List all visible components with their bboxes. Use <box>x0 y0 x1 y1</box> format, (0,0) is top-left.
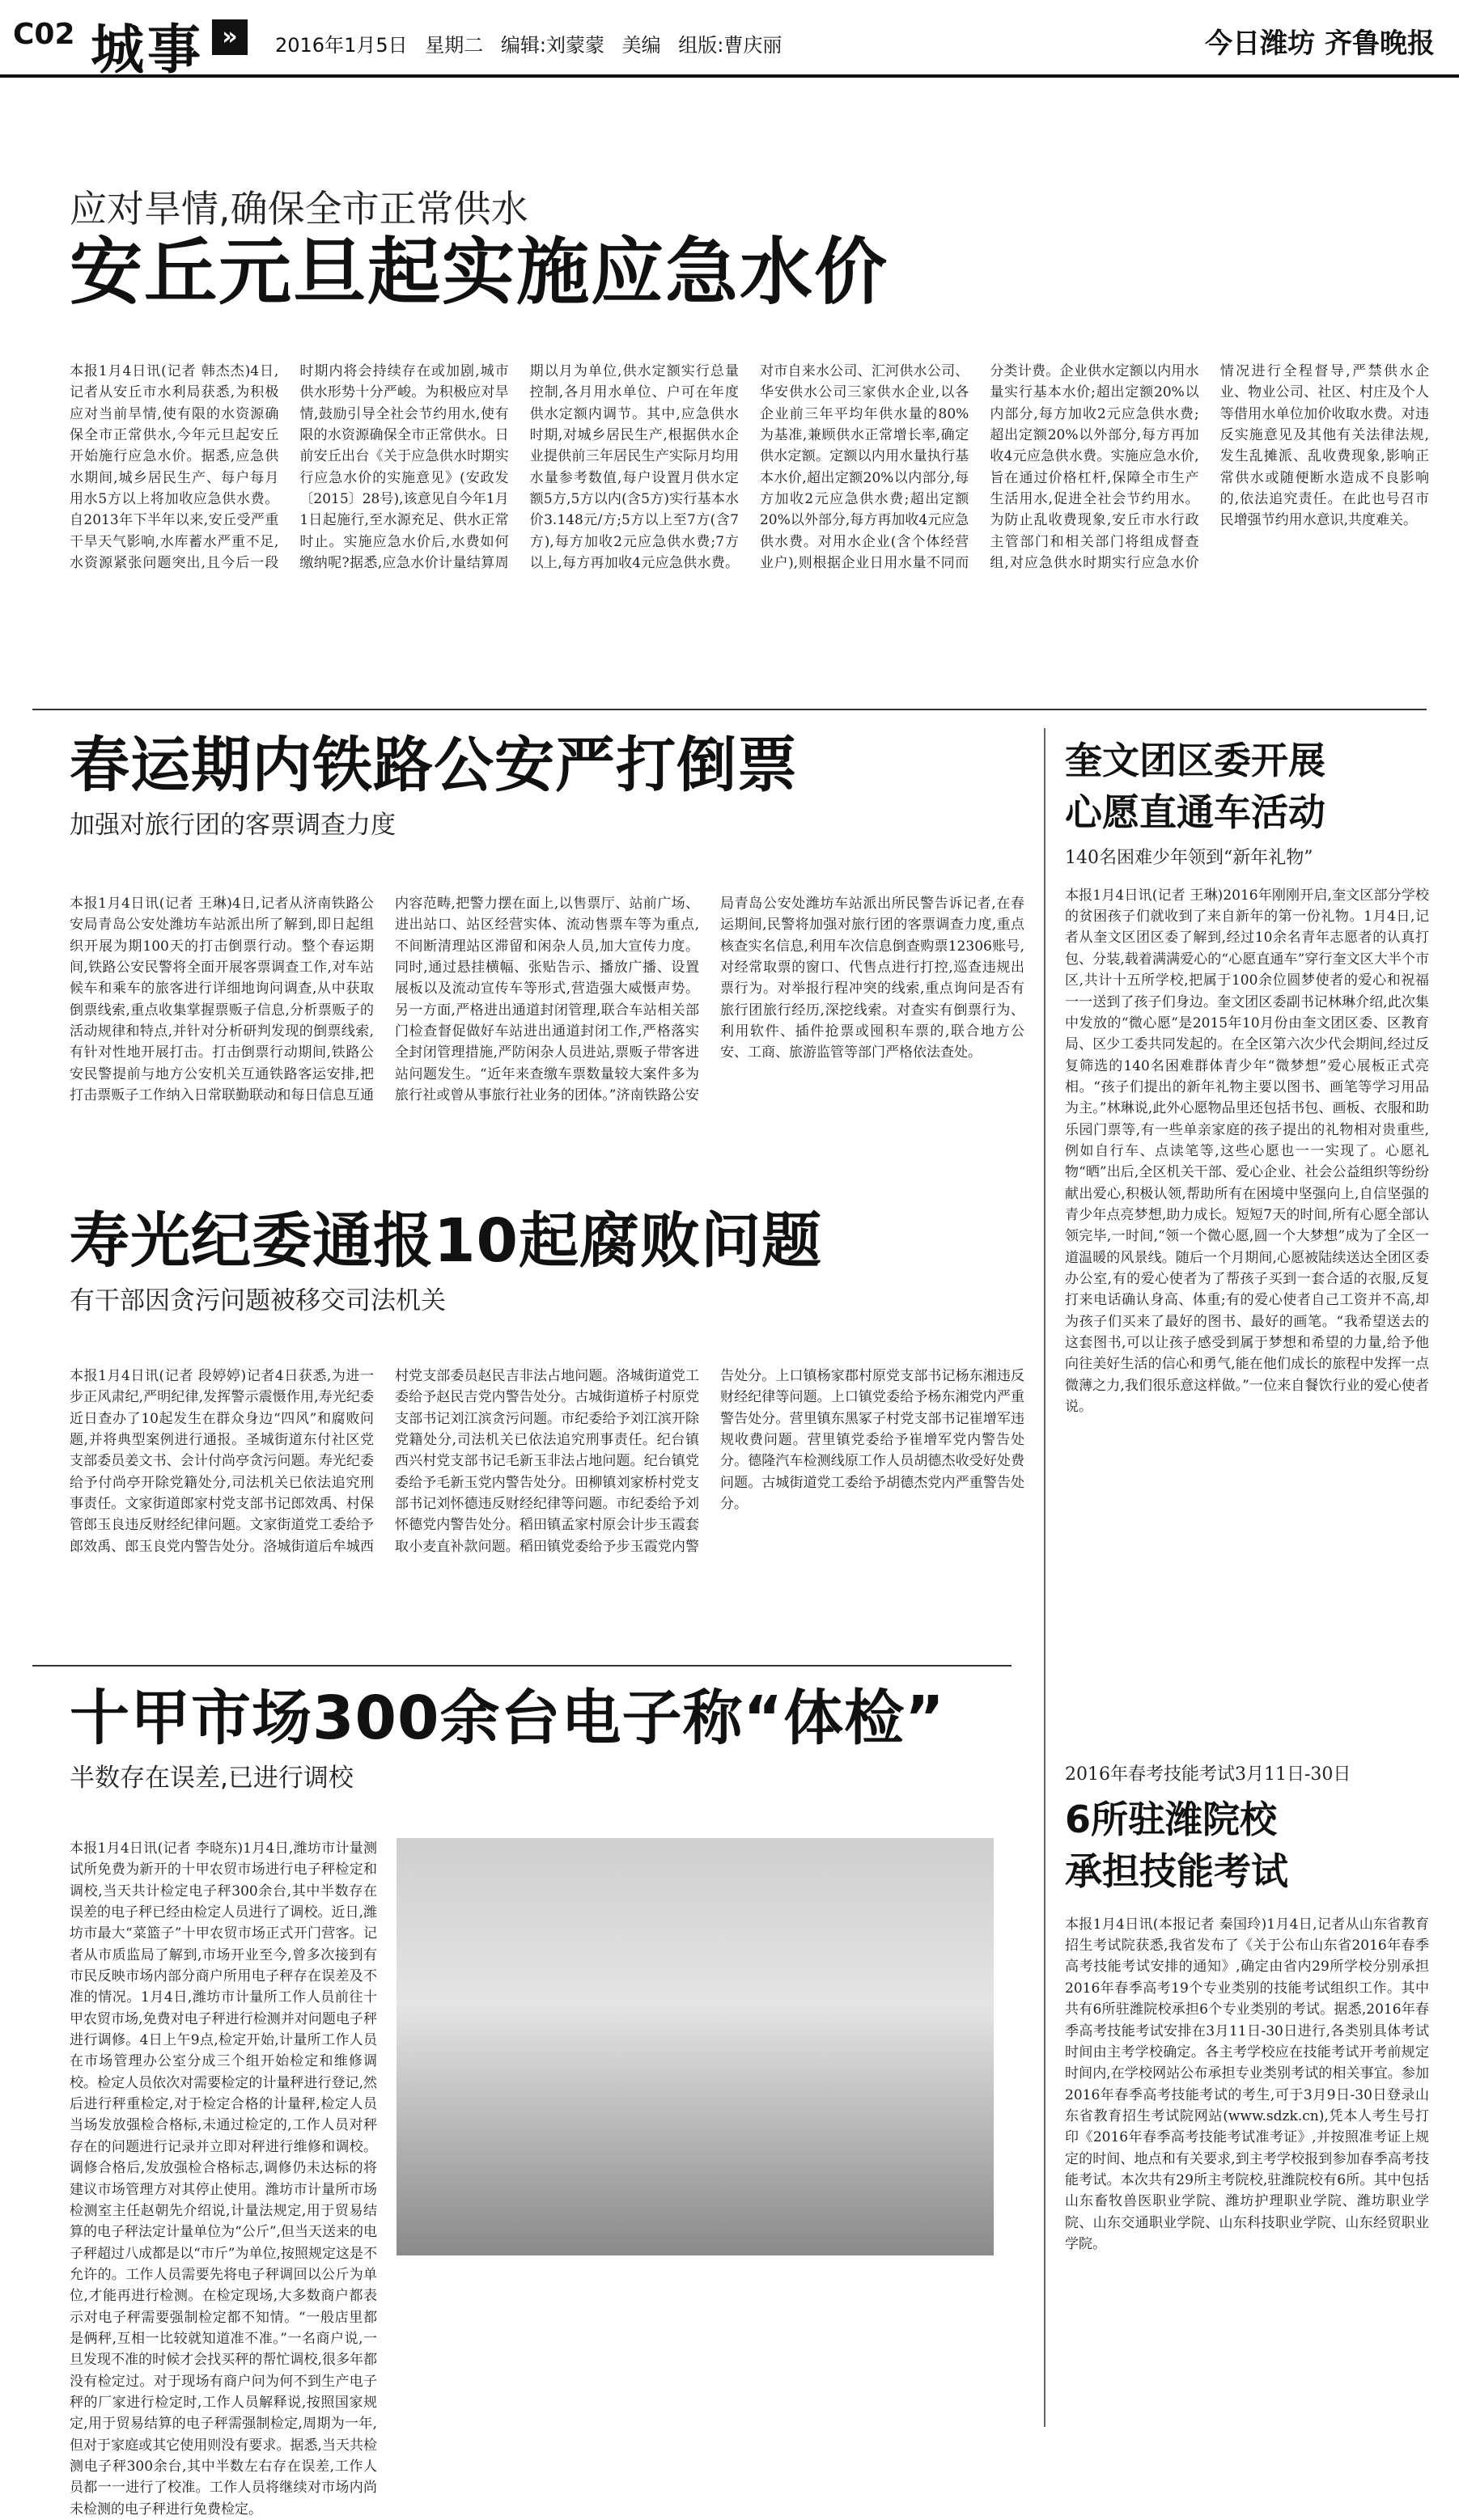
side-headline-line1: 奎文团区委开展 <box>1065 739 1325 782</box>
issue-date: 2016年1月5日 星期二 <box>275 34 484 57</box>
side-headline-line2: 承担技能考试 <box>1065 1849 1288 1894</box>
double-chevron-icon: » <box>212 19 248 55</box>
story-body: 本报1月4日讯(记者 韩杰杰)4日,记者从安丘市水利局获悉,为积极应对当前旱情,使有限的水资源确保全市正常供水,今年元旦起安丘开始施行应急水价。据悉,应急供水期间,城乡居民生产、每户每月用水5方以上将加收应急供水费。自2013年下半年以来,安丘受严重干旱天气影响,水库蓄水严重不足,水资源紧张问题突出,且今后一段时期内将会持续存在或加剧,城市供水形势十分严峻。为积极应对旱情,鼓励引导全社会节约用水,使有限的水资源确保全市正常供水。日前安丘出台《关于应急供水时期实行应急水价的实施意见》(安政发〔2015〕28号),该意见自今年1月1日起施行,至水源充足、供水正常时止。实施应急水价后,水费如何缴纳呢?据悉,应急水价计量结算周期以月为单位,供水定额实行总量控制,各月用水单位、户可在年度供水定额内调节。其中,应急供水时期,对城乡居民生产,根据供水企业提供前三年居民生产实际月均用水量参考数值,每户设置月供水定额5方,5方以内(含5方)实行基本水价3.148元/方;5方以上至7方(含7方),每方加收2元应急供水费;7方以上,每方再加收4元应急供水费。对市自来水公司、汇河供水公司、华安供水公司三家供水企业,以各企业前三年平均年供水量的80%为基准,兼顾供水正常增长率,确定供水定额。定额以内用水量执行基本水价,超出定额20%以内部分,每方加收2元应急供水费;超出定额20%以外部分,每方再加收4元应急供水费。对用水企业(含个体经营业户),则根据企业日用水量不同而分类计费。企业供水定额以内用水量实行基本水价;超出定额20%以内部分,每方加收2元应急供水费;超出定额20%以外部分,每方再加收4元应急供水费。实施应急水价,旨在通过价格杠杆,保障全市生产生活用水,促进全社会节约用水。为防止乱收费现象,安丘市水行政主管部门和相关部门将组成督查组,对应急供水时期实行应急水价情况进行全程督导,严禁供水企业、物业公司、社区、村庄及个人等借用水单位加价收取水费。对违反实施意见及其他有关法律法规,发生乱摊派、乱收费现象,影响正常供水或随便断水造成不良影响的,依法追究责任。在此也号召市民增强节约用水意识,共度难关。 <box>70 363 1429 572</box>
side-story-wish-bus <box>1065 735 1429 1613</box>
story-headline: 安丘元旦起实施应急水价 <box>70 230 889 315</box>
side-story-skills-exam <box>1065 1760 1429 2416</box>
page-header <box>0 0 1459 81</box>
story-headline: 寿光纪委通报10起腐败问题 <box>70 1206 822 1276</box>
story-subtitle: 加强对旅行团的客票调查力度 <box>70 810 396 840</box>
story-body: 本报1月4日讯(记者 段婷婷)记者4日获悉,为进一步正风肃纪,严明纪律,发挥警示震慑作用,寿光纪委近日查办了10起发生在群众身边“四风”和腐败问题,并将典型案例进行通报。圣城街道东付社区党支部委员姜文书、会计付尚亭贪污问题。寿光纪委给予付尚亭开除党籍处分,司法机关已依法追究刑事责任。文家街道郎家村党支部书记郎效禹、村保管郎玉良违反财经纪律问题。文家街道党工委给予郎效禹、郎玉良党内警告处分。洛城街道后牟城西村党支部委员赵民吉非法占地问题。洛城街道党工委给予赵民吉党内警告处分。古城街道桥子村原党支部书记刘江滨贪污问题。市纪委给予刘江滨开除党籍处分,司法机关已依法追究刑事责任。纪台镇西兴村党支部书记毛新玉非法占地问题。纪台镇党委给予毛新玉党内警告处分。田柳镇刘家桥村党支部书记刘怀德违反财经纪律等问题。市纪委给予刘怀德党内警告处分。稻田镇孟家村原会计步玉霞套取小麦直补款问题。稻田镇党委给予步玉霞党内警告处分。上口镇杨家郡村原党支部书记杨东湘违反财经纪律等问题。上口镇党委给予杨东湘党内严重警告处分。营里镇东黑冢子村党支部书记崔增军违规收费问题。营里镇党委给予崔增军党内警告处分。德隆汽车检测线原工作人员胡德杰收受好处费问题。古城街道党工委给予胡德杰党内严重警告处分。 <box>70 1368 1024 1555</box>
story-water-price <box>70 180 1429 315</box>
section-rule <box>32 709 1427 710</box>
story-headline: 十甲市场300余台电子称“体检” <box>70 1684 945 1753</box>
newspaper-brand: 今日潍坊 齐鲁晚报 <box>1205 28 1435 60</box>
header-meta <box>275 29 782 57</box>
side-body: 本报1月4日讯(本报记者 秦国玲)1月4日,记者从山东省教育招生考试院获悉,我省发布了《关于公布山东省2016年春季高考技能考试安排的通知》,确定由省内29所学校分别承担2016年春季高考19个专业类别的技能考试组织工作。其中共有6所驻潍院校承担6个专业类别的考试。据悉,2016年春季高考技能考试安排在3月11日-30日进行,各类别具体考试时间由主考学校确定。各主考学校应在技能考试开考前规定时间内,在学校网站公布承担专业类别考试的相关事宜。参加2016年春季高考技能考试的考生,可于3月9日-30日登录山东省教育招生考试院网站(www.sdzk.cn),凭本人考生号打印《2016年春季高考技能考试准考证》,并按照准考证上规定的时间、地点和有关要求,到主考学校报到参加春季高考技能考试。本次共有29所主考院校,驻潍院校有6所。其中包括山东畜牧兽医职业学院、潍坊护理职业学院、潍坊职业学院、山东交通职业学院、山东科技职业学院、山东经贸职业学院。 <box>1065 1916 1429 2252</box>
side-subtitle: 140名困难少年领到“新年礼物” <box>1065 847 1313 868</box>
story-pretitle: 应对旱情,确保全市正常供水 <box>70 187 528 231</box>
page-number: C02 <box>13 18 75 51</box>
section-rule <box>32 1665 1012 1667</box>
side-pretitle: 2016年春考技能考试3月11日-30日 <box>1065 1764 1351 1785</box>
editor-credits: 编辑:刘蒙蒙 美编 组版:曹庆丽 <box>500 34 783 57</box>
side-headline-line1: 6所驻潍院校 <box>1065 1798 1278 1841</box>
side-headline-line2: 心愿直通车活动 <box>1065 790 1325 835</box>
story-photo <box>397 1838 994 2255</box>
story-body: 本报1月4日讯(记者 王琳)4日,记者从济南铁路公安局青岛公安处潍坊车站派出所了解到,即日起组织开展为期100天的打击倒票行动。整个春运期间,铁路公安民警将全面开展客票调查工作,对车站候车和乘车的旅客进行详细地询问调查,从中获取倒票线索,重点收集掌握票贩子信息,分析票贩子的活动规律和特点,并针对分析研判发现的倒票线索,有针对性地开展打击。打击倒票行动期间,铁路公安民警提前与地方公安机关互通铁路客运安排,把打击票贩子工作纳入日常联勤联动和每日信息互通内容范畴,把警力摆在面上,以售票厅、站前广场、进出站口、站区经营实体、流动售票车等为重点,不间断清理站区滞留和闲杂人员,加大宣传力度。同时,通过悬挂横幅、张贴告示、播放广播、设置展板以及流动宣传车等形式,营造强大威慑声势。另一方面,严格进出通道封闭管理,联合车站相关部门检查督促做好车站进出通道封闭工作,严格落实全封闭管理措施,严防闲杂人员进站,票贩子带客进站问题发生。“近年来查缴车票数量较大案件多为旅行社或曾从事旅行社业务的团体。”济南铁路公安局青岛公安处潍坊车站派出所民警告诉记者,在春运期间,民警将加强对旅行团的客票调查力度,重点核查实名信息,利用车次信息倒查购票12306账号,对经常取票的窗口、代售点进行打控,巡查违规出票行为。对举报行程冲突的线索,重点询问是否有旅行团旅行经历,深挖线索。对查实有倒票行为、利用软件、插件抢票或囤积车票的,联合地方公安、工商、旅游监管等部门严格依法查处。 <box>70 896 1024 1104</box>
story-discipline <box>70 1206 1024 1316</box>
story-headline: 春运期内铁路公安严打倒票 <box>70 731 798 800</box>
story-body: 本报1月4日讯(记者 李晓东)1月4日,潍坊市计量测试所免费为新开的十甲农贸市场进行电子秤检定和调校,当天共计检定电子秤300余台,其中半数存在误差的电子秤已经由检定人员进行了调校。近日,潍坊市最大“菜篮子”十甲农贸市场正式开门营客。记者从市质监局了解到,市场开业至今,曾多次接到有市民反映市场内部分商户所用电子秤存在误差及不准的情况。1月4日,潍坊市计量所工作人员前往十甲农贸市场,免费对电子秤进行检测并对问题电子秤进行调修。4日上午9点,检定开始,计量所工作人员在市场管理办公室分成三个组开始检定和维修调校。检定人员依次对需要检定的计量秤进行登记,然后进行秤重检定,对于检定合格的计量秤,检定人员当场发放强检合格标,未通过检定的,工作人员对秤存在的问题进行记录并立即对秤进行维修和调校。调修合格后,发放强检合格标志,调修仍未达标的将建议市场管理方对其停止使用。潍坊市计量所市场检测室主任赵朝先介绍说,计量法规定,用于贸易结算的电子秤法定计量单位为“公斤”,但当天送来的电子秤超过八成都是以“市斤”为单位,按照规定这是不允许的。工作人员需要先将电子秤调回以公斤为单位,才能再进行检测。在检定现场,大多数商户都表示对电子秤需要强制检定都不知情。“一般店里都是俩秤,互相一比较就知道准不准。”一名商户说,一旦发现不准的时候才会找买秤的帮忙调校,很多年都没有检定过。对于现场有商户问为何不到生产电子秤的厂家进行检定时,工作人员解释说,按照国家规定,用于贸易结算的电子秤需强制检定,周期为一年,但对于家庭或其它使用则没有要求。据悉,当天共检测电子秤300余台,其中半数左右存在误差,工作人员都一一进行了校准。工作人员将继续对市场内尚未检测的电子秤进行免费检定。 <box>70 1840 377 2518</box>
story-railway <box>70 731 1024 841</box>
side-body: 本报1月4日讯(记者 王琳)2016年刚刚开启,奎文区部分学校的贫困孩子们就收到了来自新年的第一份礼物。1月4日,记者从奎文区团区委了解到,经过10余名青年志愿者的认真打包、分装,载着满满爱心的“心愿直通车”穿行奎文区大半个市区,共计十五所学校,把属于100余位圆梦使者的爱心和祝福一一送到了孩子们身边。奎文团区委副书记林琳介绍,此次集中发放的“微心愿”是2015年10月份由奎文团区委、区教育局、区少工委共同发起的。在全区第六次少代会期间,经过反复筛选的140名困难群体青少年“微梦想”爱心展板正式亮相。“孩子们提出的新年礼物主要以图书、画笔等学习用品为主。”林琳说,此外心愿物品里还包括书包、画板、衣服和助乐园门票等,有一些单亲家庭的孩子提出的礼物相对贵重些,例如自行车、点读笔等,这些心愿也一一实现了。心愿礼物“晒”出后,全区机关干部、爱心企业、社会公益组织等纷纷献出爱心,积极认领,帮助所有在困境中坚强向上,自信坚强的青少年点亮梦想,助力成长。短短7天的时间,所有心愿全部认领完毕,一时间,“领一个微心愿,圆一个大梦想”成为了全区一道温暖的风景线。随后一个月期间,心愿被陆续送达全团区委办公室,有的爱心使者为了帮孩子买到一套合适的衣服,反复打来电话确认身高、体重;有的爱心使者自己工资并不高,却为孩子们买来了最好的图书、最好的画笔。“我希望送去的这套图书,可以让孩子感受到属于梦想和希望的力量,给予他向往美好生活的信心和勇气,能在他们成长的旅程中发挥一点微薄之力,我们很乐意这样做。”一位来自餐饮行业的爱心使者说。 <box>1065 887 1429 1416</box>
section-title: 城事 <box>91 19 204 81</box>
column-divider <box>1044 728 1045 2427</box>
story-subtitle: 半数存在误差,已进行调校 <box>70 1763 354 1793</box>
story-scales <box>70 1684 1024 1794</box>
story-subtitle: 有干部因贪污问题被移交司法机关 <box>70 1285 446 1315</box>
